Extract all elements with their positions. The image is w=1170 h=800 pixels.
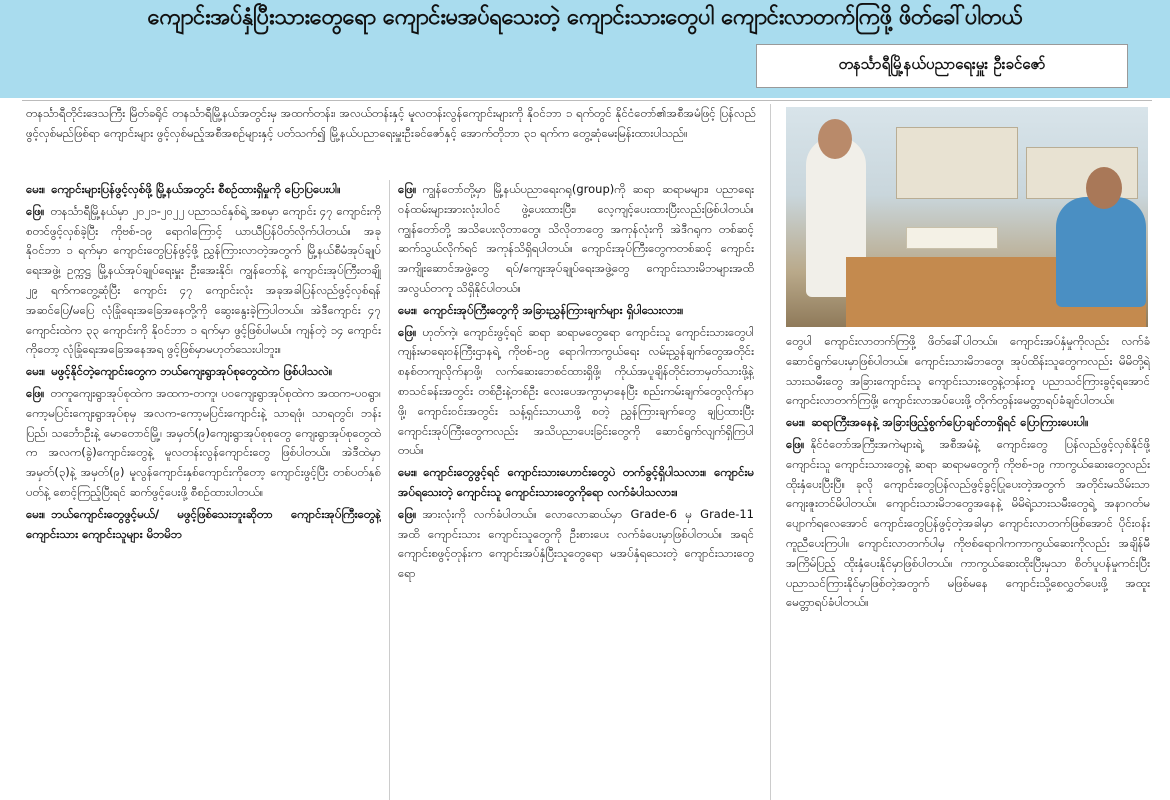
answer-label: ဖြေ။ — [398, 506, 417, 521]
byline: တနင်္သာရီမြို့နယ်ပညာရေးမှူး ဦးခင်ဇော် — [838, 55, 1046, 73]
person-interviewer — [1056, 197, 1146, 307]
article-column-1 — [26, 180, 381, 800]
question-label: မေး။ — [786, 415, 806, 430]
column-divider — [389, 180, 390, 800]
question-label: မေး။ — [398, 465, 418, 480]
paragraph-text: ဟုတ်ကဲ့၊ ကျောင်းဖွင့်ရင် ဆရာ ဆရာမတွေရော ကျောင်းသူ ကျောင်းသားတွေပါ ကျန်းမာရေးဝန်ကြီးဌာနရဲ့ ကိုဗစ်-၁၉ ရောဂါကာကွယ်ရေး လမ်းညွှန်ချက်တွေအတိုင်း စနစ်တကျလိုက်နာဖို့၊ လက်ဆေးဘေစင်ထားရှိဖို့၊ ကိုယ်အပူချိန်တိုင်းတာမှတ်သားဖို့နဲ့ စာသင်ခန်းအတွင်း တစ်ဦးနဲ့တစ်ဦး လေးပေအကွာမှာနေပြီး စည်းကမ်းချက်တွေလိုက်နာဖို့၊ ကျောင်းဝင်းအတွင်း သန့်ရှင်းသာယာဖို့ စတဲ့ ညွှန်ကြားချက်တွေ ချပြထားပြီး ကျောင်းအုပ်ကြီးတွေကလည်း အသိပညာပေးခြင်းတွေကို ဆောင်ရွက်လျက်ရှိကြပါတယ်။ — [398, 324, 754, 458]
desk-papers — [906, 227, 998, 249]
interview-question — [26, 505, 381, 545]
article-column-2 — [398, 180, 754, 800]
interview-question — [398, 301, 754, 321]
paragraph-text: တကူကျေးရွာအုပ်စုထဲက အထက-တကူ၊ ပဝကျေးရွာအုပ်စုထဲက အထက-ပဝရွာ၊ ကော့မပြင်းကျေးရွာအုပ်စုမှ အလက-ကော့မပြင်းကျောင်းနဲ့ သာရဖုံ၊ သာရတွင်၊ ဘန်းပြည်၊ သင်္ဘောဦးနဲ့ မောတောင်မြို့၊ အမှတ်(၉)ကျေးရွာအုပ်စုစုတွေ ကျေးရွာအုပ်စုတွေထဲက အလက(ခွဲ)ကျောင်းတွေနဲ့ မူလတန်းလွန်ကျောင်းတွေ ဖြစ်ပါတယ်။ အဲဒီထဲမှာ အမှတ်(၃)နဲ့ အမှတ်(၉) မူလွန်ကျောင်းနှစ်ကျောင်းကိုတော့ ကျောင်းဖွင့်ပြီး တစ်ပတ်နှစ်ပတ်နဲ့ စောင့်ကြည့်ပြီးရင် ဆက်ဖွင့်ပေးဖို့ စီစဉ်ထားပါတယ်။ — [26, 385, 381, 499]
paragraph-text: မဖွင့်နိုင်တဲ့ကျောင်းတွေက ဘယ်ကျေးရွာအုပ်စုတွေထဲက ဖြစ်ပါသလဲ။ — [51, 364, 333, 379]
person-interviewer-head — [1086, 167, 1122, 209]
question-label: မေး။ — [26, 182, 46, 196]
paragraph-text: ဆရာကြီးအနေနဲ့ အခြားဖြည့်စွက်ပြောချင်တာရှိရင် ပြောကြားပေးပါ။ — [811, 415, 1089, 430]
interview-question — [26, 180, 381, 200]
interview-answer — [398, 180, 754, 299]
paragraph-text: အားလုံးကို လက်ခံပါတယ်။ လောလောဆယ်မှာ Grade-6 မှ Grade-11 အထိ ကျောင်းသား ကျောင်းသူတွေကို ဦးစားပေး လက်ခံပေးမှာဖြစ်ပါတယ်။ အရင် ကျောင်းစဖွင့်တုန်းက ကျောင်းအပ်နှံပြီးသူတွေရော မအပ်နှံရသေးတဲ့ ကျောင်းသားတွေရော — [398, 506, 754, 581]
paragraph-text: တွေပါ ကျောင်းလာတက်ကြဖို့ ဖိတ်ခေါ်ပါတယ်။ ကျောင်းအပ်နှံမှုကိုလည်း လက်ခံဆောင်ရွက်ပေးမှာဖြစ်ပါတယ်။ ကျောင်းသားမိဘတွေ၊ အုပ်ထိန်းသူတွေကလည်း မိမိတို့ရဲ့ သားသမီးတွေ အခြားကျောင်းသူ ကျောင်းသားတွေနဲ့တန်းတူ ပညာသင်ကြားခွင့်ရအောင် ကျောင်းလာတက်ကြဖို့၊ ကျောင်းလာအပ်ပေးဖို့ တိုက်တွန်းမေတ္တာရပ်ခံချင်ပါတယ်။ — [786, 334, 1150, 408]
byline-bar — [0, 36, 1170, 98]
person-official-head — [818, 119, 852, 159]
interview-answer — [26, 202, 381, 360]
interview-question — [26, 362, 381, 382]
answer-label: ဖြေ။ — [26, 385, 45, 400]
paragraph — [786, 332, 1150, 411]
paragraph-text: ကျောင်းအုပ်ကြီးတွေကို အခြားညွှန်ကြားချက်များ ရှိပါသေးလား။ — [423, 302, 684, 317]
headline: ကျောင်းအပ်နှံပြီးသားတွေရော ကျောင်းမအပ်ရသေးတဲ့ ကျောင်းသားတွေပါ ကျောင်းလာတက်ကြဖို့ ဖိတ်ခေါ်ပါတယ် — [147, 4, 1023, 30]
interview-question — [786, 413, 1150, 433]
interview-answer — [786, 435, 1150, 613]
paragraph-text: နိုင်ငံတော်အကြီးအကဲများရဲ့ အစီအမံနဲ့ ကျောင်းတွေ ပြန်လည်ဖွင့်လှစ်နိုင်ဖို့ ကျောင်းသူ ကျောင်းသားတွေနဲ့ ဆရာ ဆရာမတွေကို ကိုဗစ်-၁၉ ကာကွယ်ဆေးတွေလည်း ထိုးနှံပေးပြီးပြီ။ ခုလို ကျောင်းတွေပြန်လည်ဖွင့်ခွင့်ပြုပေးတဲ့အတွက် အတိုင်းမသိမ်းသာ ကျေးဇူးတင်မိပါတယ်။ ကျောင်းသားမိဘတွေအနေနဲ့ မိမိရဲ့သားသမီးတွေရဲ့ အနာဂတ်မပျောက်ရလေအောင် ကျောင်းတွေပြန်ဖွင့်တဲ့အခါမှာ ကျောင်းလာတက်ဖြစ်အောင် ပိုင်းဝန်းကူညီပေးကြပါ။ ကျောင်းလာတက်ပါမှ ကိုဗစ်ရောဂါကကာကွယ်ဆေးကိုလည်း အချိန်မီ အကြိမ်ပြည့် ထိုးနှံပေးနိုင်မှာဖြစ်ပါတယ်။ ကာကွယ်ဆေးထိုးပြီးမှသာ စိတ်ပူပန်မှုကင်းပြီး ပညာသင်ကြားနိုင်မှာဖြစ်တဲ့အတွက် မဖြစ်မနေ ကျောင်းသို့စေလွှတ်ပေးဖို့ အထူးမေတ္တာရပ်ခံပါတယ်။ — [786, 436, 1150, 610]
paragraph-text: ဘယ်ကျောင်းတွေဖွင့်မယ်/ မဖွင့်ဖြစ်သေးဘူးဆိုတာ ကျောင်းအုပ်ကြီးတွေနဲ့ ကျောင်းသား ကျောင်းသူများ မိဘမိဘ — [26, 506, 381, 541]
paragraph-text: တနင်္သာရီမြို့နယ်မှာ ၂၀၂၁-၂၀၂၂ ပညာသင်နှစ်ရဲ့ အစမှာ ကျောင်း ၄၇ ကျောင်းကို စတင်ဖွင့်လှစ်ခဲ့ပြီး ကိုဗစ်-၁၉ ရောဂါကြောင့် ယာယီပြန်ပိတ်လိုက်ပါတယ်။ အခု နိုဝင်ဘာ ၁ ရက်မှာ ကျောင်းတွေပြန်ဖွင့်ဖို့ ညွှန်ကြားလာတဲ့အတွက် မြို့နယ်စီမံအုပ်ချုပ်ရေးအဖွဲ့၊ ဥက္ကဋ္ဌ မြို့နယ်အုပ်ချုပ်ရေးမှူး ဦးအေးနိုင်၊ ကျွန်တော်နဲ့ ကျောင်းအုပ်ကြီးတချို့ ၂၉ ရက်ကတွေ့ဆုံပြီး ကျောင်း ၄၇ ကျောင်းလုံး အခုအခါပြန်လည်ဖွင့်လှစ်ရန် အဆင်ပြေ/မပြေ လုံခြုံရေးအခြေအနေတို့ကို ဆွေးနွေးခဲ့ကြပါတယ်။ အဲဒီကျောင်း ၄၇ ကျောင်းထဲက ၃၃ ကျောင်းကို နိုဝင်ဘာ ၁ ရက်မှာ ဖွင့်ဖြစ်ပါမယ်။ ကျန်တဲ့ ၁၄ ကျောင်းကိုတော့ လုံခြုံရေးအခြေအနေအရ ဖွင့်ဖြစ်မှာမဟုတ်သေးပါဘူး။ — [26, 203, 381, 357]
answer-label: ဖြေ။ — [398, 182, 417, 196]
lead-paragraph: တနင်္သာရီတိုင်းဒေသကြီး မြိတ်ခရိုင် တနင်္သာရီမြို့နယ်အတွင်းမှ အထက်တန်း၊ အလယ်တန်းနှင့် မူလတန်းလွန်ကျောင်းများကို နိုဝင်ဘာ ၁ ရက်တွင် နိုင်ငံတော်၏အစီအမံဖြင့် ပြန်လည်ဖွင့်လှစ်မည်ဖြစ်ရာ ကျောင်းများ ဖွင့်လှစ်မည့်အစီအစဉ်များနှင့် ပတ်သက်၍ မြို့နယ်ပညာရေးမှူးဦးခင်ဇော်နှင့် အောက်တိုဘာ ၃၁ ရက်က တွေ့ဆုံမေးမြန်းထားပါသည်။ — [26, 106, 756, 140]
paragraph-text: ကျောင်းများပြန်ဖွင့်လှစ်ဖို့ မြို့နယ်အတွင်း စီစဉ်ထားရှိမှုကို ပြောပြပေးပါ။ — [51, 182, 341, 196]
shelf — [896, 127, 1018, 199]
question-label: မေး။ — [398, 302, 418, 317]
question-label: မေး။ — [26, 364, 46, 379]
interview-photo — [786, 107, 1148, 327]
byline-box — [756, 44, 1128, 88]
interview-answer — [398, 505, 754, 584]
paragraph-text: ကျွန်တော်တို့မှာ မြို့နယ်ပညာရေးဂရု(group)ကို ဆရာ ဆရာမများ၊ ပညာရေးဝန်ထမ်းများအားလုံးပါဝင် ဖွဲ့ပေးထားပြီး၊ လေ့ကျင့်ပေးထားပြီးလည်းဖြစ်ပါတယ်။ ကျွန်တော်တို့ အသိပေးလိုတာတွေ၊ သိလိုတာတွေ အကုန်လုံးကို အဲဒီဂရုက တစ်ဆင့် ဆက်သွယ်လိုက်ရင် အကုန်သိရှိရပါတယ်။ ကျောင်းအုပ်ကြီးတွေကတစ်ဆင့် ကျောင်းအကျိုးဆောင်အဖွဲ့တွေ ရပ်/ကျေးအုပ်ချုပ်ရေးအဖွဲ့တွေ ကျောင်းသားမိဘများအထိ အလွယ်တကူ သိရှိနိုင်ပါတယ်။ — [398, 182, 754, 295]
interview-answer — [26, 384, 381, 503]
answer-label: ဖြေ။ — [786, 436, 805, 451]
column-divider — [770, 104, 771, 800]
answer-label: ဖြေ။ — [398, 324, 417, 339]
interview-question — [398, 463, 754, 503]
headline-bar — [0, 0, 1170, 36]
interview-answer — [398, 323, 754, 462]
question-label: မေး။ — [26, 506, 46, 521]
header-rule — [22, 100, 1152, 101]
article-column-3 — [786, 332, 1150, 800]
paragraph-text: ကျောင်းတွေဖွင့်ရင် ကျောင်းသားဟောင်းတွေပဲ တက်ခွင့်ရှိပါသလား။ ကျောင်းမအပ်ရသေးတဲ့ ကျောင်းသူ ကျောင်းသားတွေကိုရော လက်ခံပါသလား။ — [398, 465, 754, 499]
answer-label: ဖြေ။ — [26, 203, 45, 218]
